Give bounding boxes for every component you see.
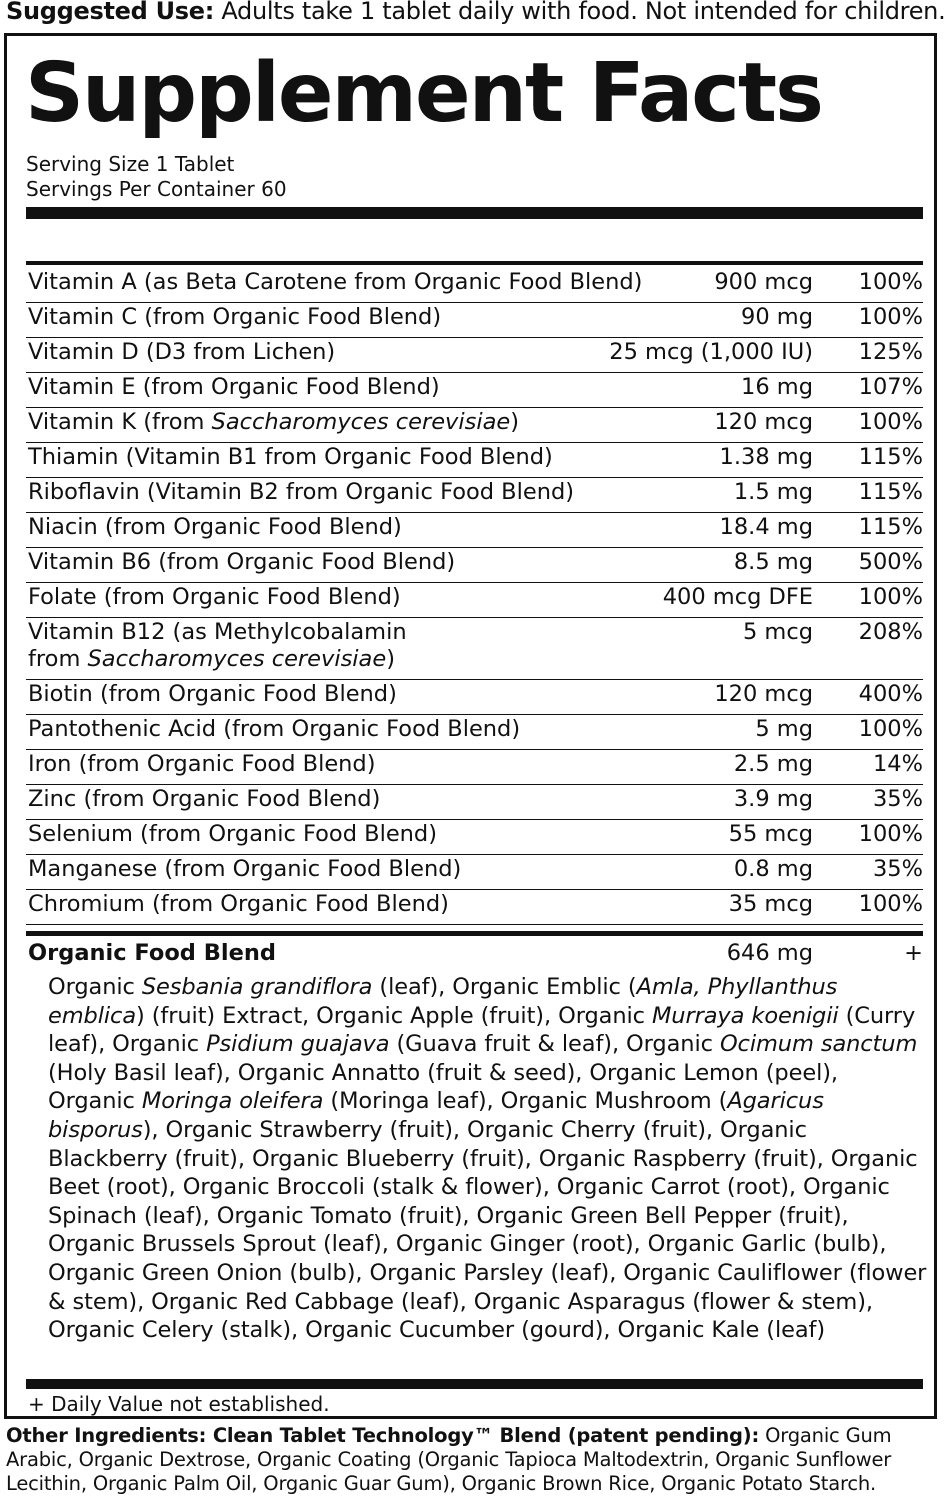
medium-divider [26,261,923,265]
nutrient-daily-value: 500% [858,549,923,575]
nutrient-name: Vitamin B6 (from Organic Food Blend) [28,549,456,575]
italic-term: Saccharomyces cerevisiae [87,646,387,672]
panel-title: Supplement Facts [25,46,822,141]
nutrient-amount: 0.8 mg [733,856,813,882]
nutrient-daily-value: 115% [858,444,923,470]
blend-dv: + [904,940,923,966]
nutrient-row [26,443,923,478]
nutrient-daily-value: 125% [858,339,923,365]
nutrient-name: Manganese (from Organic Food Blend) [28,856,462,882]
blend-name: Organic Food Blend [28,940,276,966]
nutrient-name: Vitamin A (as Beta Carotene from Organic Food Blend) [28,269,643,295]
nutrient-row [26,583,923,618]
nutrient-row [26,750,923,785]
nutrient-name: Thiamin (Vitamin B1 from Organic Food Blend) [28,444,553,470]
nutrient-row [26,478,923,513]
italic-term: Amla, Phyllanthus emblica [48,974,838,1029]
nutrient-amount: 35 mcg [728,891,813,917]
nutrient-row [26,303,923,338]
italic-term: Agaricus bisporus [48,1088,824,1143]
nutrient-amount: 1.38 mg [719,444,813,470]
nutrient-amount: 3.9 mg [733,786,813,812]
nutrient-row [26,855,923,890]
nutrient-amount: 55 mcg [728,821,813,847]
nutrient-row [26,890,923,925]
nutrient-daily-value: 115% [858,514,923,540]
nutrient-amount: 5 mg [755,716,813,742]
nutrient-name: Vitamin B12 (as Methylcobalamin from Saccharomyces cerevisiae) [28,619,407,672]
nutrient-daily-value: 100% [858,584,923,610]
nutrient-amount: 18.4 mg [719,514,813,540]
nutrient-daily-value: 100% [858,304,923,330]
nutrient-daily-value: 100% [858,716,923,742]
nutrient-row [26,268,923,303]
other-ingredients [6,1424,942,1496]
nutrient-name: Vitamin D (D3 from Lichen) [28,339,336,365]
bottom-divider [26,1379,923,1389]
nutrient-name: Biotin (from Organic Food Blend) [28,681,397,707]
nutrient-row [26,820,923,855]
italic-term: Sesbania grandiflora [141,974,373,1000]
nutrient-daily-value: 35% [872,786,923,812]
nutrient-amount: 90 mg [741,304,813,330]
nutrient-daily-value: 100% [858,409,923,435]
nutrient-daily-value: 14% [872,751,923,777]
nutrient-row [26,618,923,680]
serving-size: Serving Size 1 Tablet [26,152,235,176]
nutrient-row [26,680,923,715]
nutrient-amount: 1.5 mg [733,479,813,505]
nutrient-row [26,785,923,820]
nutrient-name: Vitamin K (from Saccharomyces cerevisiae) [28,409,520,435]
italic-term: Moringa oleifera [141,1088,324,1115]
nutrient-amount: 25 mcg (1,000 IU) [609,339,813,365]
nutrient-row [26,548,923,583]
nutrient-name: Vitamin E (from Organic Food Blend) [28,374,440,400]
nutrient-daily-value: 400% [858,681,923,707]
nutrient-amount: 120 mcg [714,409,813,435]
nutrient-daily-value: 100% [858,891,923,917]
nutrient-daily-value: 35% [872,856,923,882]
italic-term: Psidium guajava [206,1031,390,1058]
nutrient-row [26,373,923,408]
italic-term: Saccharomyces cerevisiae [211,409,511,435]
italic-term: Ocimum sanctum [719,1031,918,1058]
other-ingredients-label: Other Ingredients: Clean Tablet Technology™ Blend (patent pending): [6,1424,760,1447]
suggested-use [6,0,946,28]
nutrient-daily-value: 115% [858,479,923,505]
blend-ingredients: Organic Sesbania grandiflora (leaf), Organic Emblic (Amla, Phyllanthus emblica) (fruit) Extract, Organic Apple (fruit), Organic Murraya koenigii (Curry leaf), Organic Psidium guajava (Guava fruit & leaf), Organic Ocimum sanctum (Holy Basil leaf), Organic Annatto (fruit & seed), Organic Lemon (peel), Organic Moringa oleifera (Moringa leaf), Organic Mushroom (Agaricus bisporus), Organic Strawberry (fruit), Organic Cherry (fruit), Organic Blackberry (fruit), Organic Blueberry (fruit), Organic Raspberry (fruit), Organic Beet (root), Organic Broccoli (stalk & flower), Organic Carrot (root), Organic Spinach (leaf), Organic Tomato (fruit), Organic Green Bell Pepper (fruit), Organic Brussels Sprout (leaf), Organic Ginger (root), Organic Garlic (bulb), Organic Green Onion (bulb), Organic Parsley (leaf), Organic Cauliflower (flower & stem), Organic Red Cabbage (leaf), Organic Asparagus (flower & stem), Organic Celery (stalk), Organic Cucumber (gourd), Organic Kale (leaf) [48,974,927,1344]
nutrient-name: Iron (from Organic Food Blend) [28,751,376,777]
nutrient-name: Zinc (from Organic Food Blend) [28,786,381,812]
blend-amount: 646 mg [726,940,813,966]
nutrient-row [26,408,923,443]
suggested-use-text: Adults take 1 tablet daily with food. Not intended for children. [214,0,946,25]
italic-term: Murraya koenigii [651,1002,839,1029]
nutrient-name: Riboflavin (Vitamin B2 from Organic Food Blend) [28,479,575,505]
nutrient-name: Selenium (from Organic Food Blend) [28,821,437,847]
nutrient-name: Folate (from Organic Food Blend) [28,584,401,610]
nutrient-amount: 900 mcg [714,269,813,295]
supplement-facts-panel [4,33,937,1419]
suggested-use-label: Suggested Use: [6,0,215,25]
nutrient-amount: 120 mcg [714,681,813,707]
nutrient-name: Niacin (from Organic Food Blend) [28,514,402,540]
nutrient-name: Vitamin C (from Organic Food Blend) [28,304,442,330]
nutrient-table [26,268,923,925]
nutrient-daily-value: 208% [858,619,923,645]
nutrient-amount: 5 mcg [742,619,813,645]
nutrient-amount: 16 mg [741,374,813,400]
servings-per-container: Servings Per Container 60 [26,177,287,201]
nutrient-name: Pantothenic Acid (from Organic Food Blend) [28,716,521,742]
blend-divider [26,931,923,936]
nutrient-row [26,338,923,373]
nutrient-name: Chromium (from Organic Food Blend) [28,891,449,917]
blend-row [26,938,923,970]
other-ingredients-text: Organic Gum Arabic, Organic Dextrose, Organic Coating (Organic Tapioca Maltodextrin, Organic Sunflower Lecithin, Organic Palm Oil, Organic Guar Gum), Organic Brown Rice, Organic Potato Starch. [6,1424,892,1495]
nutrient-daily-value: 100% [858,821,923,847]
footnote: + Daily Value not established. [28,1392,330,1416]
nutrient-row [26,513,923,548]
nutrient-daily-value: 100% [858,269,923,295]
nutrient-amount: 8.5 mg [733,549,813,575]
thick-divider [26,207,923,219]
nutrient-amount: 400 mcg DFE [662,584,813,610]
nutrient-amount: 2.5 mg [733,751,813,777]
nutrient-row [26,715,923,750]
nutrient-daily-value: 107% [858,374,923,400]
